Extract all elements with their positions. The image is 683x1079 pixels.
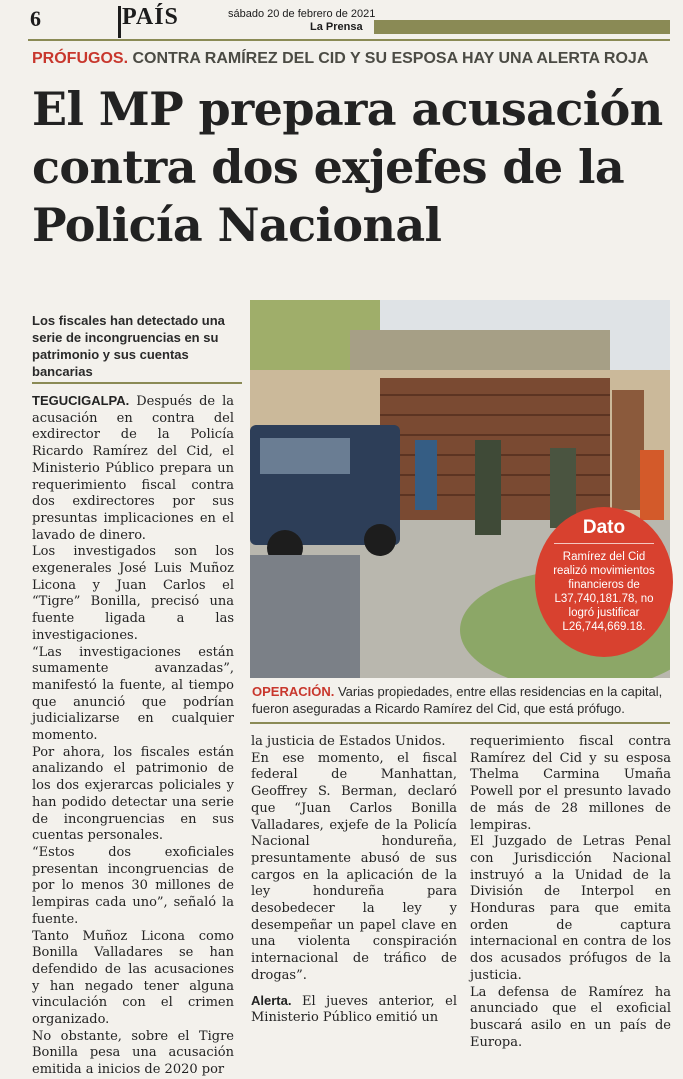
wheel: [364, 524, 396, 556]
kicker-label: PRÓFUGOS.: [32, 50, 129, 67]
lede: Los fiscales han detectado una serie de incongruencias en su patrimonio y sus cuentas bancarias: [32, 313, 225, 379]
agent-figure: [415, 440, 437, 510]
paragraph: Tanto Muñoz Licona como Bonilla Valladares se han defendido de las acusaciones y han negado tener alguna vinculación con el crimen organizado.: [32, 928, 234, 1028]
paragraph: El Juzgado de Letras Penal con Jurisdicción Nacional instruyó a la Unidad de la División de Interpol en Honduras para que emita orden de captura internacional en contra de los dos acusados prófugos de la justicia.: [470, 834, 671, 983]
newspaper-name: La Prensa: [310, 21, 363, 33]
dateline: TEGUCIGALPA.: [32, 393, 130, 408]
caption-label: OPERACIÓN.: [252, 684, 335, 699]
body-column-1: [32, 393, 234, 1079]
paragraph: En ese momento, el fiscal federal de Manhattan, Geoffrey S. Berman, declaró que “Juan Carlos Bonilla Valladares, exjefe de la Policía Nacional hondureña, presuntamente abusó de sus cargos en la aplicación de la ley hondureña para desobedecer la ley y desempeñar un papel clave en una violenta conspiración internacional de tráfico de drogas”.: [251, 750, 457, 983]
headline: El MP prepara acusación contra dos exjefes de la Policía Nacional: [32, 82, 663, 252]
dato-callout: [535, 507, 673, 657]
paragraph: TEGUCIGALPA. Después de la acusación en contra del exdirector de la Policía Ricardo Ramírez del Cid, el Ministerio Público prepara un requerimiento fiscal contra dos exdirectores por sus presuntas implicaciones en el lavado de dinero.: [32, 393, 234, 543]
roof: [350, 330, 610, 370]
header-divider: [118, 6, 121, 38]
dato-divider: [554, 543, 654, 544]
side-door: [612, 390, 644, 510]
paragraph: Alerta. El jueves anterior, el Ministerio Público emitió un: [251, 992, 457, 1026]
paragraph: “Las investigaciones están sumamente avanzadas”, manifestó la fuente, al tiempo que anunció que podrían judicializarse en cualquier momento.: [32, 644, 234, 744]
soldier-figure: [475, 440, 501, 535]
caption-rule: [250, 722, 670, 724]
page-number: 6: [30, 6, 41, 31]
header-band: [374, 20, 670, 34]
caption-text: Varias propiedades, entre ellas residencias en la capital, fueron aseguradas a Ricardo Ramírez del Cid, que está prófugo.: [252, 684, 663, 716]
paragraph: “Estos dos exoficiales presentan incongruencias de por lo menos 30 millones de lempiras cada uno”, señaló la fuente.: [32, 844, 234, 927]
dato-title: Dato: [582, 517, 626, 538]
body-column-2: [251, 734, 457, 1027]
lede-rule: [32, 382, 242, 384]
paragraph: requerimiento fiscal contra Ramírez del Cid y su esposa Thelma Carmina Umaña Powell por el presunto lavado de más de 28 millones de lempiras.: [470, 734, 671, 833]
header-rule: [28, 39, 670, 41]
agent-figure: [640, 450, 664, 520]
section-title: PAÍS: [122, 4, 179, 30]
issue-date: sábado 20 de febrero de 2021: [228, 8, 376, 20]
kicker-text: CONTRA RAMÍREZ DEL CID Y SU ESPOSA HAY UNA ALERTA ROJA: [132, 50, 649, 67]
paragraph: Por ahora, los fiscales están analizando el patrimonio de los dos exjerarcas policiales y han podido detectar una serie de incongruencias en sus cuentas personales.: [32, 744, 234, 844]
paragraph: Los investigados son los exgenerales José Luis Muñoz Licona y Juan Carlos el “Tigre” Bonilla, precisó una fuente ligada a las investigaciones.: [32, 544, 234, 643]
vehicle-foreground: [250, 555, 360, 678]
paragraph: No obstante, sobre el Tigre Bonilla pesa una acusación emitida a inicios de 2020 por: [32, 1028, 234, 1078]
subhead: Alerta.: [251, 992, 292, 1008]
body-column-3: [470, 734, 671, 1051]
paragraph: La defensa de Ramírez ha anunciado que el exoficial buscará asilo en un país de Europa.: [470, 984, 671, 1050]
kicker: [32, 50, 648, 68]
photo-caption: [252, 683, 672, 717]
paragraph: la justicia de Estados Unidos.: [251, 734, 446, 749]
dato-text: Ramírez del Cid realizó movimientos financieros de L37,740,181.78, no logró justificar L26,744,669.18.: [553, 551, 655, 633]
pickup-windshield: [260, 438, 350, 474]
